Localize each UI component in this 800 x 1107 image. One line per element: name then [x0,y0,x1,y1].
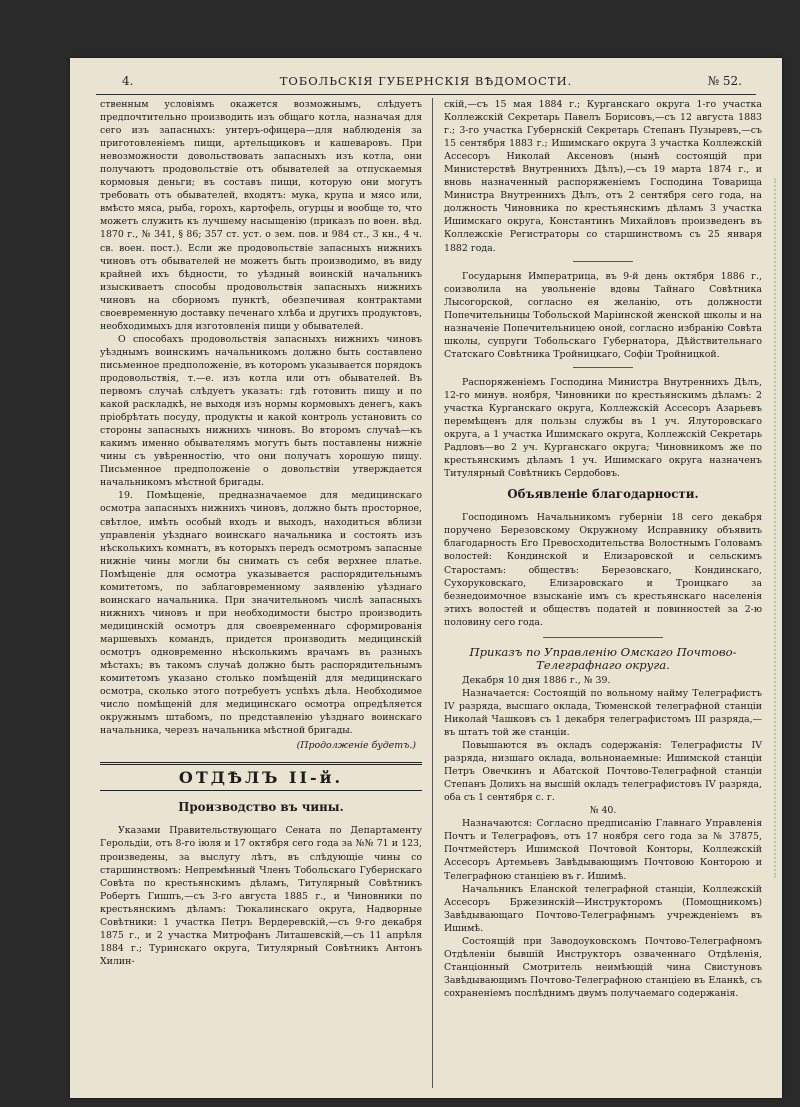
paragraph: Указами Правительствующаго Сената по Департаменту Герольдіи, отъ 8-го іюля и 17 октября сего года за №№ 71 и 123, произведены, за выслугу лѣтъ, въ слѣдующіе чины со старшинствомъ: Непремѣнный Членъ Тобольскаго Губернскаго Совѣта по крестьянскимъ дѣламъ, Титулярный Совѣтникъ Робертъ Гишпъ,—съ 3-го августа 1885 г., и Чиновники по крестьянскимъ дѣламъ: Тюкалинскаго округа, Надворные Совѣтники: 1 участка Петръ Вердеревскій,—съ 9-го декабря 1875 г., и 2 участка Митрофанъ Литашевскій,—съ 11 апрѣля 1884 г.; Туринскаго округа, Титулярный Совѣтникъ Антонъ Хилин- [100,825,422,967]
paragraph: Состоящій при Заводоуковскомъ Почтово-Телеграфномъ Отдѣленіи бывшій Инструкторъ озваченнаго Отдѣленія, Станціонный Смотритель неимѣющій чина Свистуновъ Завѣдывающимъ Почтово-Телеграфною станціею въ Еланкѣ, съ сохраненіемъ послѣднимъ двумъ получаемаго содержанія. [444,935,762,999]
paragraph: Повышаются въ окладъ содержанія: Телеграфисты IV разряда, низшаго оклада, вольнонаемные: Ишимской станціи Петръ Овечкинъ и Абатской Почтово-Телеграфной станціи Степанъ Долихъ на высшій окладъ телеграфистовъ IV разряда, оба съ 1 сентября с. г. [444,740,762,804]
paragraph: Назначаются: Согласно предписанію Главнаго Управленія Почтъ и Телеграфовъ, отъ 17 ноября сего года за № 37875, Почтмейстеръ Ишимской Почтовой Конторы, Коллежскій Ассесоръ Артемьевъ Завѣдывающимъ Почтовою Конторою и Телеграфною станціею въ г. Ишимѣ. [444,818,762,882]
newspaper-page [70,58,782,1098]
article-heading: Объявленіе благодарности. [507,487,699,502]
separator-rule [573,261,633,262]
separator-rule [543,637,663,638]
paragraph: Распоряженіемъ Господина Министра Внутреннихъ Дѣлъ, 12-го минув. ноября, Чиновники по крестьянскимъ дѣламъ: 2 участка Курганскаго округа, Коллежскій Ассесоръ Азарьевъ перемѣщенъ для пользы службы въ 1 уч. Ялуторовскаго округа, а 1 участка Ишимскаго округа, Коллежскій Секретарь Радловъ—во 2 уч. Курганскаго округа; Чиновникомъ же по крестьянскимъ дѣламъ 1 уч. Ишимскаго округа назначенъ Титулярный Совѣтникъ Сердобовъ. [444,376,762,480]
left-column [100,98,422,968]
bleed-through-marks [768,178,776,878]
section-rule [100,790,422,791]
header-rule [96,94,756,95]
paragraph: скій,—съ 15 мая 1884 г.; Курганскаго округа 1-го участка Коллежскій Секретарь Павелъ Борисовъ,—съ 12 августа 1883 г.; 3-го участка Губернскій Секретарь Степанъ Пузыревъ,—съ 15 сентября 1883 г.; Ишимскаго округа 3 участка Коллежскій Ассесоръ Николай Аксеновъ (нынѣ состоящій при Министерствѣ Внутреннихъ Дѣлъ),—съ 19 марта 1874 г., и вновь назначенный распоряженіемъ Господина Товарища Министра Внутреннихъ Дѣлъ, отъ 2 сентября сего года, на должность Чиновника по крестьянскимъ дѣламъ 3 участка Ишимскаго округа, Константинъ Михайловъ произведенъ въ Коллежскіе Регистраторы со старшинствомъ съ 25 января 1882 года. [444,99,762,254]
order-heading: Приказъ по Управленію Омскаго Почтово-Телеграфнаго округа. [469,644,737,672]
paragraph: Начальникъ Еланской телеграфной станціи, Коллежскій Ассесоръ Бржезинскій—Инструкторомъ (Помощникомъ) Завѣдывающаго Почтово-Телеграфнымъ учрежденіемъ въ Ишимѣ. [444,883,762,934]
paragraph: Назначается: Состоящій по вольному найму Телеграфистъ IV разряда, высшаго оклада, Тюменской телеграфной станціи Николай Чашковъ съ 1 декабря телеграфистомъ III разряда,—въ штатъ той же станціи. [444,687,762,739]
running-header [70,72,782,92]
article-heading: Производство въ чины. [178,800,344,815]
paragraph: ственным условіямъ окажется возможнымъ, слѣдуетъ предпочтительно производить изъ общаго котла, назначая для сего изъ запасныхъ: унтеръ-офицера—для наблюденія за приготовленіемъ пищи, артельщиковъ и кашеваровъ. При невозможности довольствовать запасныхъ изъ котла, они получаютъ продовольствіе отъ обывателей за отпускаемыя кормовыя деньги; въ составъ пищи, которую они могутъ требовать отъ обывателей, входятъ: мука, крупа и мясо или, вмѣсто мяса, рыба, горохъ, картофель, огурцы и вообще то, что можетъ служить къ лучшему насыщенію (приказъ по воен. вѣд. 1870 г., № 341, § 86; 357 ст. уст. о зем. пов. и 984 ст., 3 кн., 4 ч. св. воен. пост.). Если же продовольствіе запасныхъ нижнихъ чиновъ отъ обывателей не можетъ быть производимо, въ виду крайней ихъ бѣдности, то уѣздный воинскій начальникъ изыскиваетъ способы продовольствія запасныхъ нижнихъ чиновъ на сборномъ пунктѣ, обезпечивая контрактами своевременную доставку печенаго хлѣба и другихъ продуктовъ, необходимыхъ для изготовленія пищи у обывателей. [100,99,422,332]
page-number: 4. [122,74,134,88]
section-title: ОТДѢЛЪ II-й. [178,768,344,788]
paragraph: 19. Помѣщеніе, предназначаемое для медицинскаго осмотра запасныхъ нижнихъ чиновъ, должно быть просторное, свѣтлое, имѣть особый входъ и выходъ, находиться вблизи управленія уѣзднаго воинскаго начальника и состоять изъ нѣсколькихъ комнатъ, въ которыхъ передъ осмотромъ запасные нижніе чины могли бы снимать съ себя верхнее платье. Помѣщеніе для осмотра указывается распорядительнымъ комитетомъ, по заблаговременному заявленію уѣзднаго воинскаго начальника. При значительномъ числѣ запасныхъ нижнихъ чиновъ и при необходимости быстро производить медицинскій осмотръ для своевременнаго сформированія маршевыхъ командъ, придется производить медицинскій осмотръ одновременно нѣсколькимъ врачамъ въ разныхъ мѣстахъ; въ такомъ случаѣ должно быть распорядительнымъ комитетомъ указано столько помѣщеній для медицинскаго осмотра, сколько этого потребуетъ успѣхъ дѣла. Необходимое число помѣщеній для медицинскаго осмотра опредѣляется окружнымъ штабомъ, по представленію уѣзднаго воинскаго начальника, черезъ начальника мѣстной бригады. [100,490,422,737]
paragraph: Господиномъ Начальникомъ губерніи 18 сего декабря поручено Березовскому Окружному Исправнику объявить благодарность Его Превосходительства Волостнымъ Головамъ волостей: Кондинской и Елизаровской и сельскимъ Старостамъ: обществъ: Березовскаго, Кондинскаго, Сухоруковскаго, Елизаровскаго и Троицкаго за безнедоимочное взысканіе имъ съ крестьянскаго населенія этихъ волостей и обществъ податей и повинностей за 2-ю половину сего года. [444,512,762,628]
paragraph: Государыня Императрица, въ 9-й день октября 1886 г., соизволила на увольненіе вдовы Тайнаго Совѣтника Лысогорской, согласно ея желанію, отъ должности Попечительницы Тобольской Маріинской женской школы и на назначеніе Попечительницею оной, согласно избранію Совѣта школы, супруги Тобольскаго Губернатора, Дѣйствительнаго Статскаго Совѣтника Тройницкаго, Софіи Тройницкой. [444,270,762,360]
section-rule [100,762,422,765]
issue-number: № 52. [707,74,742,88]
newspaper-title: ТОБОЛЬСКIЯ ГУБЕРНСКIЯ ВѢДОМОСТИ. [279,74,573,88]
order-number: № 40. [589,805,617,817]
continuation-note: (Продолженіе будетъ.) [296,740,416,752]
order-date: Декабря 10 дня 1886 г., № 39. [462,674,611,686]
separator-rule [573,367,633,368]
paragraph: О способахъ продовольствія запасныхъ нижнихъ чиновъ уѣзднымъ воинскимъ начальникомъ должно быть составлено письменное предположеніе, въ которомъ указывается порядокъ продовольствія, т.—е. изъ котла или отъ обывателей. Въ первомъ случаѣ слѣдуетъ указать: гдѣ готовить пищу и по какой раскладкѣ, не выходя изъ нормы кормовыхъ денегъ, какъ пріобрѣтать посуду, продукты и какой контроль установить со стороны запасныхъ нижнихъ чиновъ. Во второмъ случаѣ—къ какимъ именно обывателямъ могутъ быть поставлены нижніе чины съ увѣренностію, что они получатъ хорошую пищу. Письменное предположеніе о довольствіи утверждается начальникомъ мѣстной бригады. [100,333,422,489]
column-divider [432,98,433,1088]
right-column [444,98,762,1000]
